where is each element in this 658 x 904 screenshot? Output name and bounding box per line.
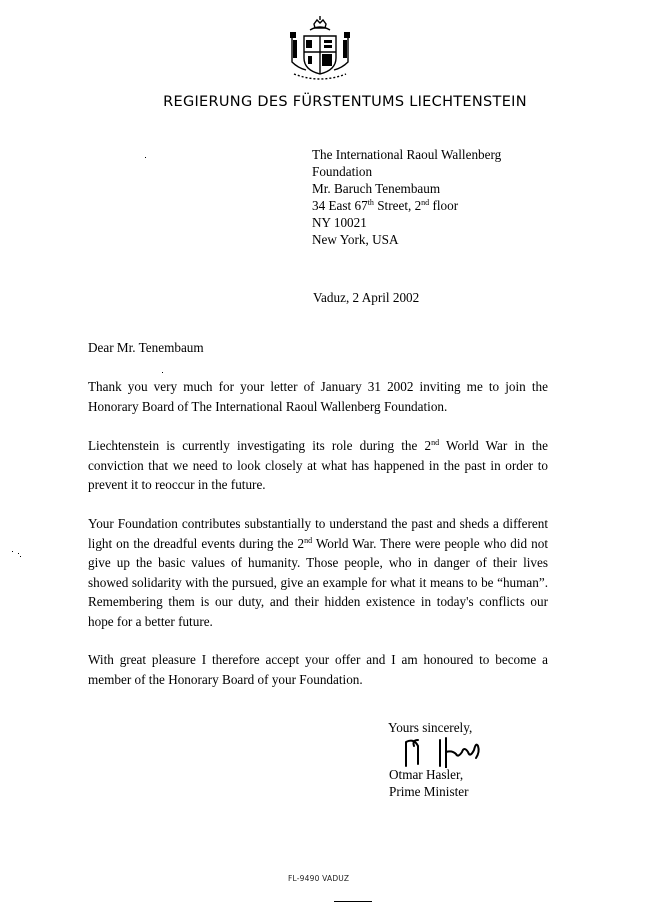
recipient-address	[312, 146, 501, 248]
body-paragraph-1: Thank you very much for your letter of January 31 2002 inviting me to join the Honorary Board of The International Raoul Wallenberg Foundation.	[88, 379, 548, 414]
scan-speck	[18, 553, 19, 554]
scan-speck	[12, 551, 13, 552]
recipient-name: Mr. Baruch Tenembaum	[312, 181, 441, 196]
body-paragraph-2: Liechtenstein is currently investigating its role during the 2nd World War in the conviction that we need to look closely at what has happened in the past in order to prevent it to reoccur in the future.	[88, 438, 548, 492]
salutation: Dear Mr. Tenembaum	[88, 340, 204, 355]
recipient-postal: NY 10021	[312, 215, 367, 230]
letter-date: Vaduz, 2 April 2002	[313, 290, 420, 305]
footer-postal-code: FL-9490 VADUZ	[288, 874, 350, 883]
scan-speck	[20, 556, 21, 557]
recipient-organization-cont: Foundation	[312, 164, 373, 179]
body-paragraph-4: With great pleasure I therefore accept your offer and I am honoured to become a member of the Honorary Board of your Foundation.	[88, 652, 548, 687]
scan-speck	[162, 372, 163, 373]
recipient-organization: The International Raoul Wallenberg	[312, 147, 502, 162]
footer-rule	[334, 901, 372, 902]
body-paragraph-3: Your Foundation contributes substantially to understand the past and sheds a different light on the dreadful events during the 2nd World War. There were people who did not give up the basic values of humanity. Those people, who in danger of their lives showed solidarity with the pursued, give an example for what it means to be “human”. Remembering them is our duty, and their hidden existence in today's conflicts our hope for a better future.	[88, 516, 548, 629]
coat-of-arms-icon	[284, 14, 356, 80]
signer-block	[389, 766, 469, 800]
recipient-street: 34 East 67th Street, 2nd floor	[312, 198, 459, 213]
signer-name: Otmar Hasler,	[389, 767, 464, 782]
handwritten-signature-icon	[400, 736, 496, 768]
recipient-city: New York, USA	[312, 232, 399, 247]
scan-speck	[145, 157, 146, 158]
signer-title: Prime Minister	[389, 784, 469, 799]
letterhead-title: REGIERUNG DES FÜRSTENTUMS LIECHTENSTEIN	[163, 94, 527, 110]
closing: Yours sincerely,	[388, 720, 473, 735]
